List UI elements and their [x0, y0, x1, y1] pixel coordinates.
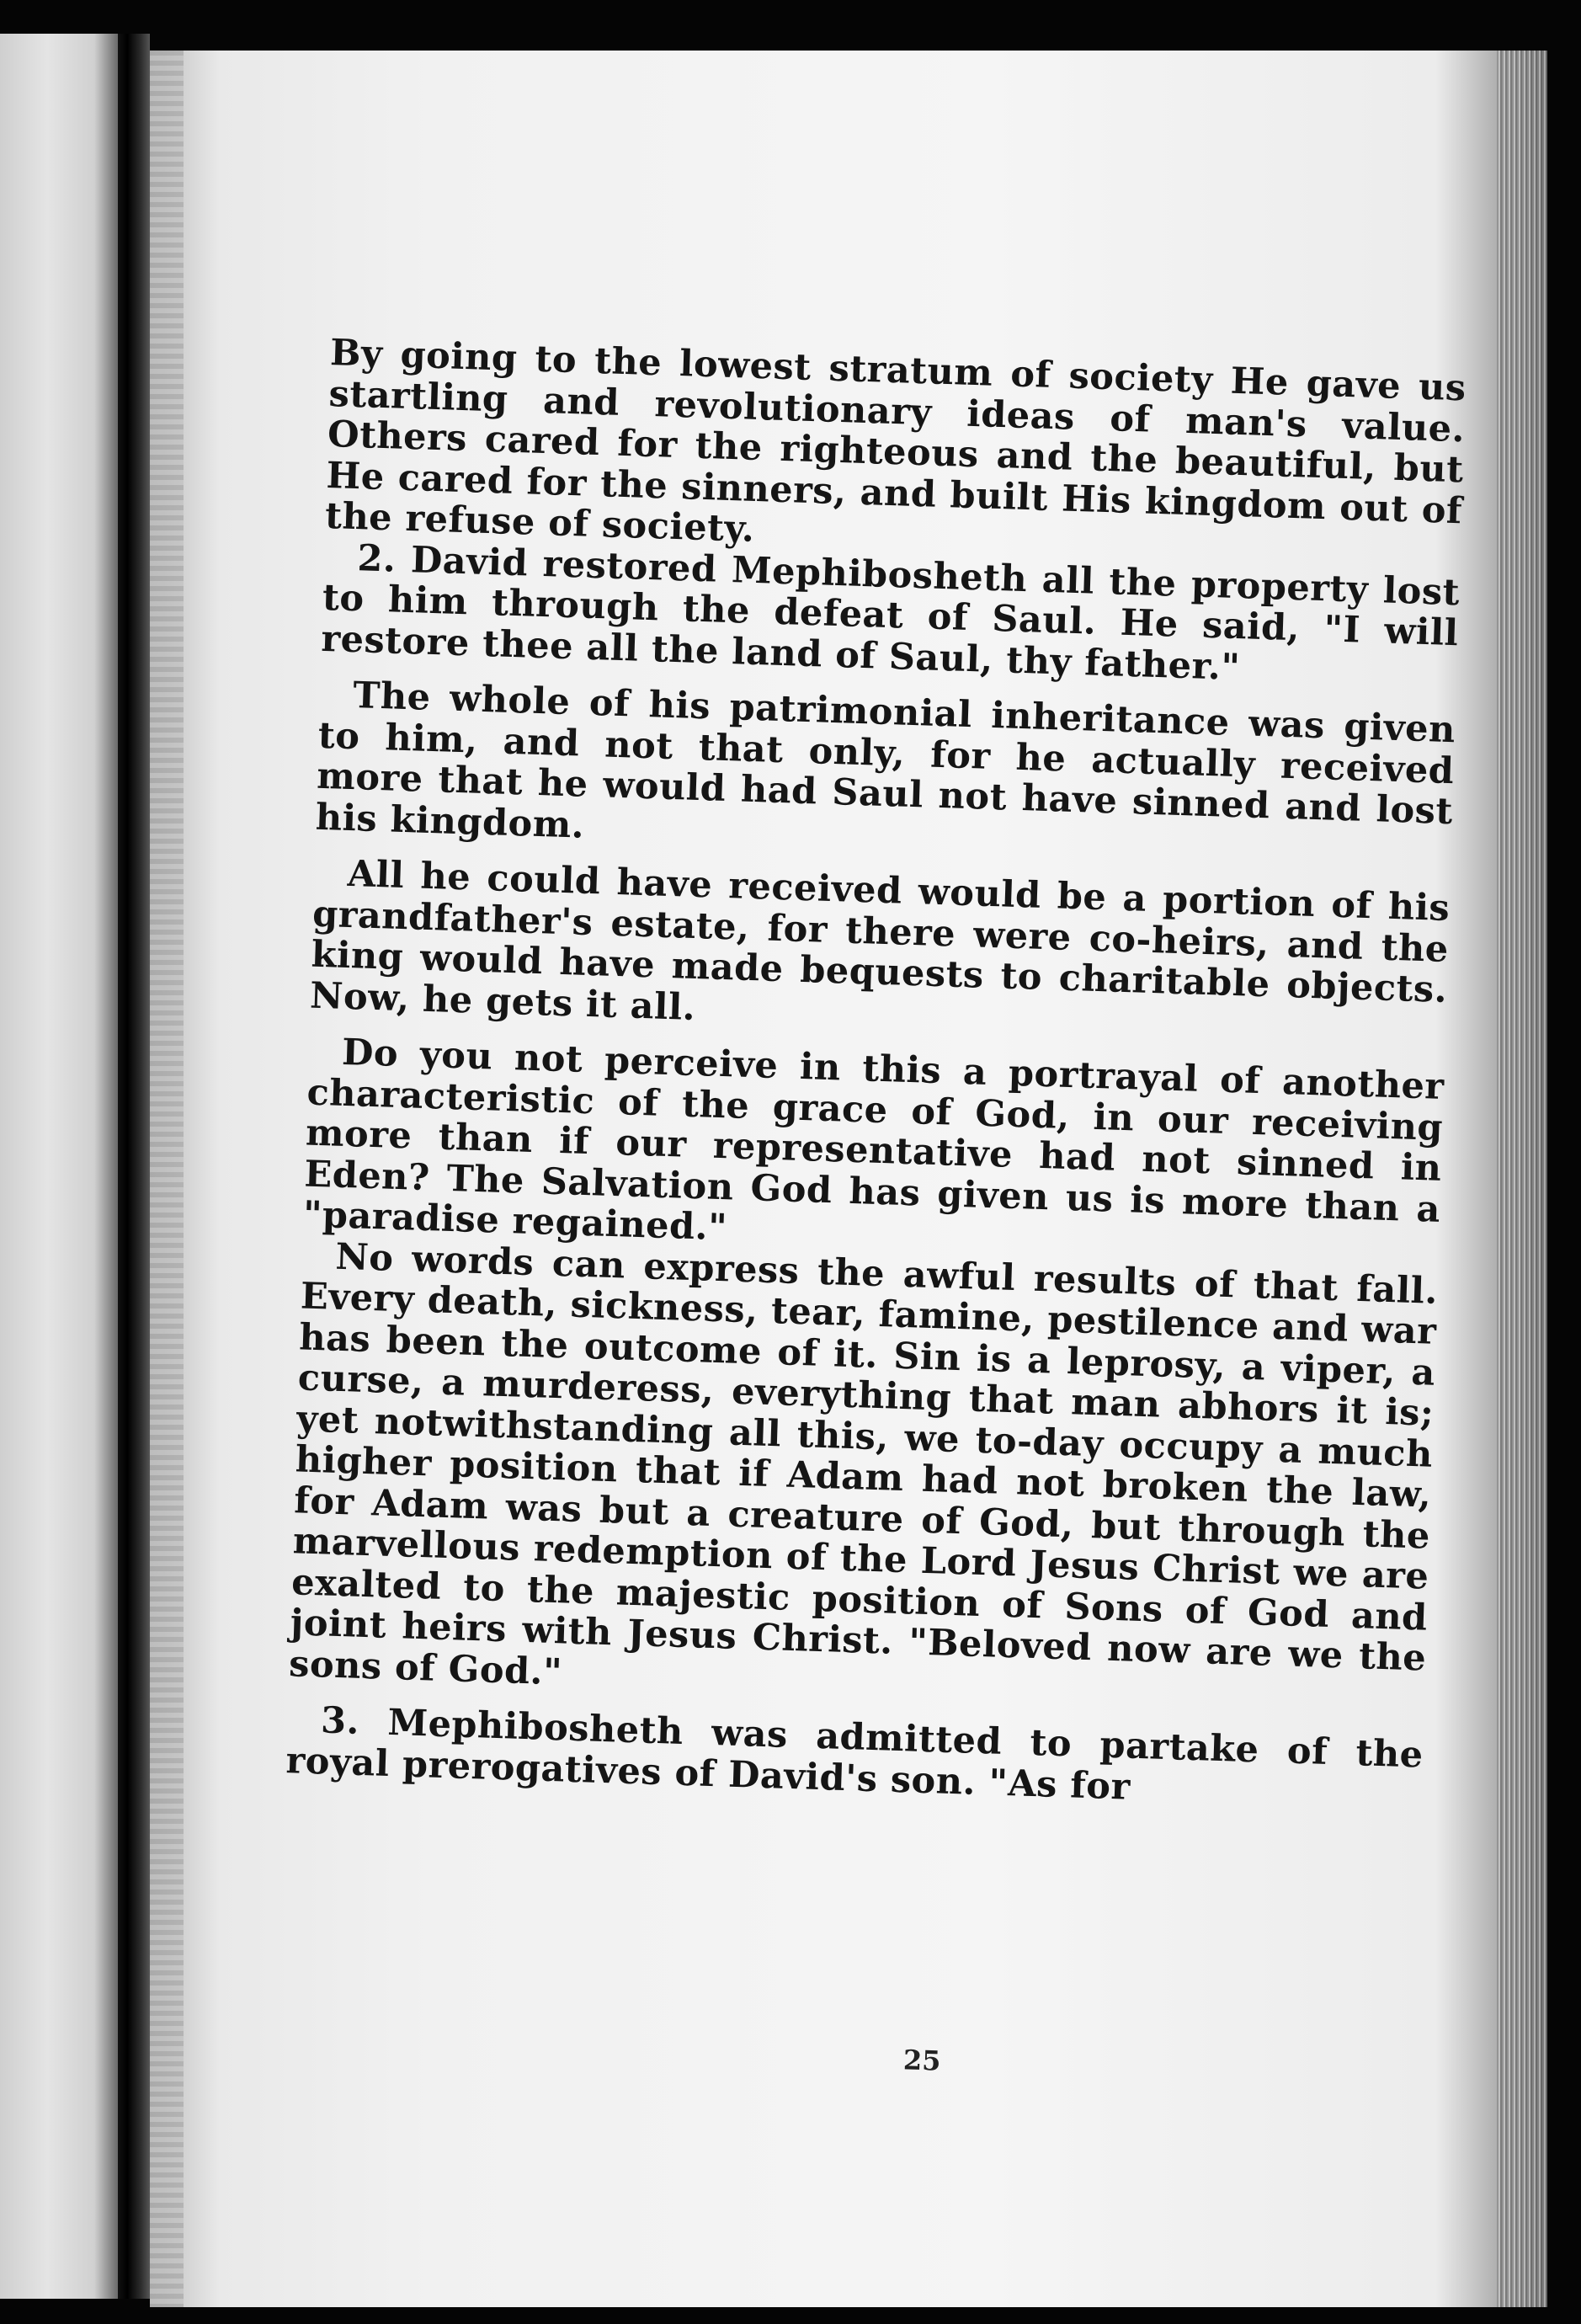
page-text: [285, 333, 1467, 1817]
paragraph-6: No words can express the awful results of that fall. Every death, sickness, tear, famine, pestilence and war has been the outcome of it. Sin is a leprosy, a viper, a curse, a murderess, everything that man abhors it is; yet notwithstanding all this, we to-day occupy a much higher position that if Adam had not broken the law, for Adam was but a creature of God, but through the marvellous redemption of the Lord Jesus Christ we are exalted to the majestic position of Sons of God and joint heirs with Jesus Christ. "Beloved now are we the sons of God.": [288, 1235, 1439, 1693]
paragraph-5: Do you not perceive in this a portrayal of another characteristic of the grace of God, in our receiving more than if our representative had not sinned in Eden? The Salvation God has given us is more than a "paradise regained.": [302, 1031, 1445, 1250]
facing-page-edge: [0, 34, 118, 2299]
book-page: [150, 51, 1547, 2307]
paragraph-2: 2. David restored Mephibosheth all the property lost to him through the defeat of Saul. He said, "I will restore thee all the land of Saul, thy father.": [320, 536, 1461, 689]
paragraph-1: By going to the lowest stratum of society He gave us startling and revolutionary ideas of man's value. Others cared for the righteous and the beautiful, but He cared for the sinners, and built His kingdom out of the refuse of society.: [324, 332, 1467, 551]
book-gutter: [118, 34, 150, 2299]
page-fore-edge: [1497, 51, 1547, 2307]
page-number: 25: [902, 2044, 942, 2077]
paragraph-7: 3. Mephibosheth was admitted to partake of the royal prerogatives of David's son. "As for: [285, 1699, 1424, 1809]
paragraph-3: The whole of his patrimonial inheritance was given to him, and not that only, for he actually received more that he would had Saul not have sinned and lost his kingdom.: [315, 674, 1456, 847]
spine-shadow: [150, 51, 184, 2307]
paragraph-4: All he could have received would be a portion of his grandfather's estate, for there were co-heirs, and the king would have made bequests to charitable objects. Now, he gets it all.: [309, 852, 1451, 1029]
